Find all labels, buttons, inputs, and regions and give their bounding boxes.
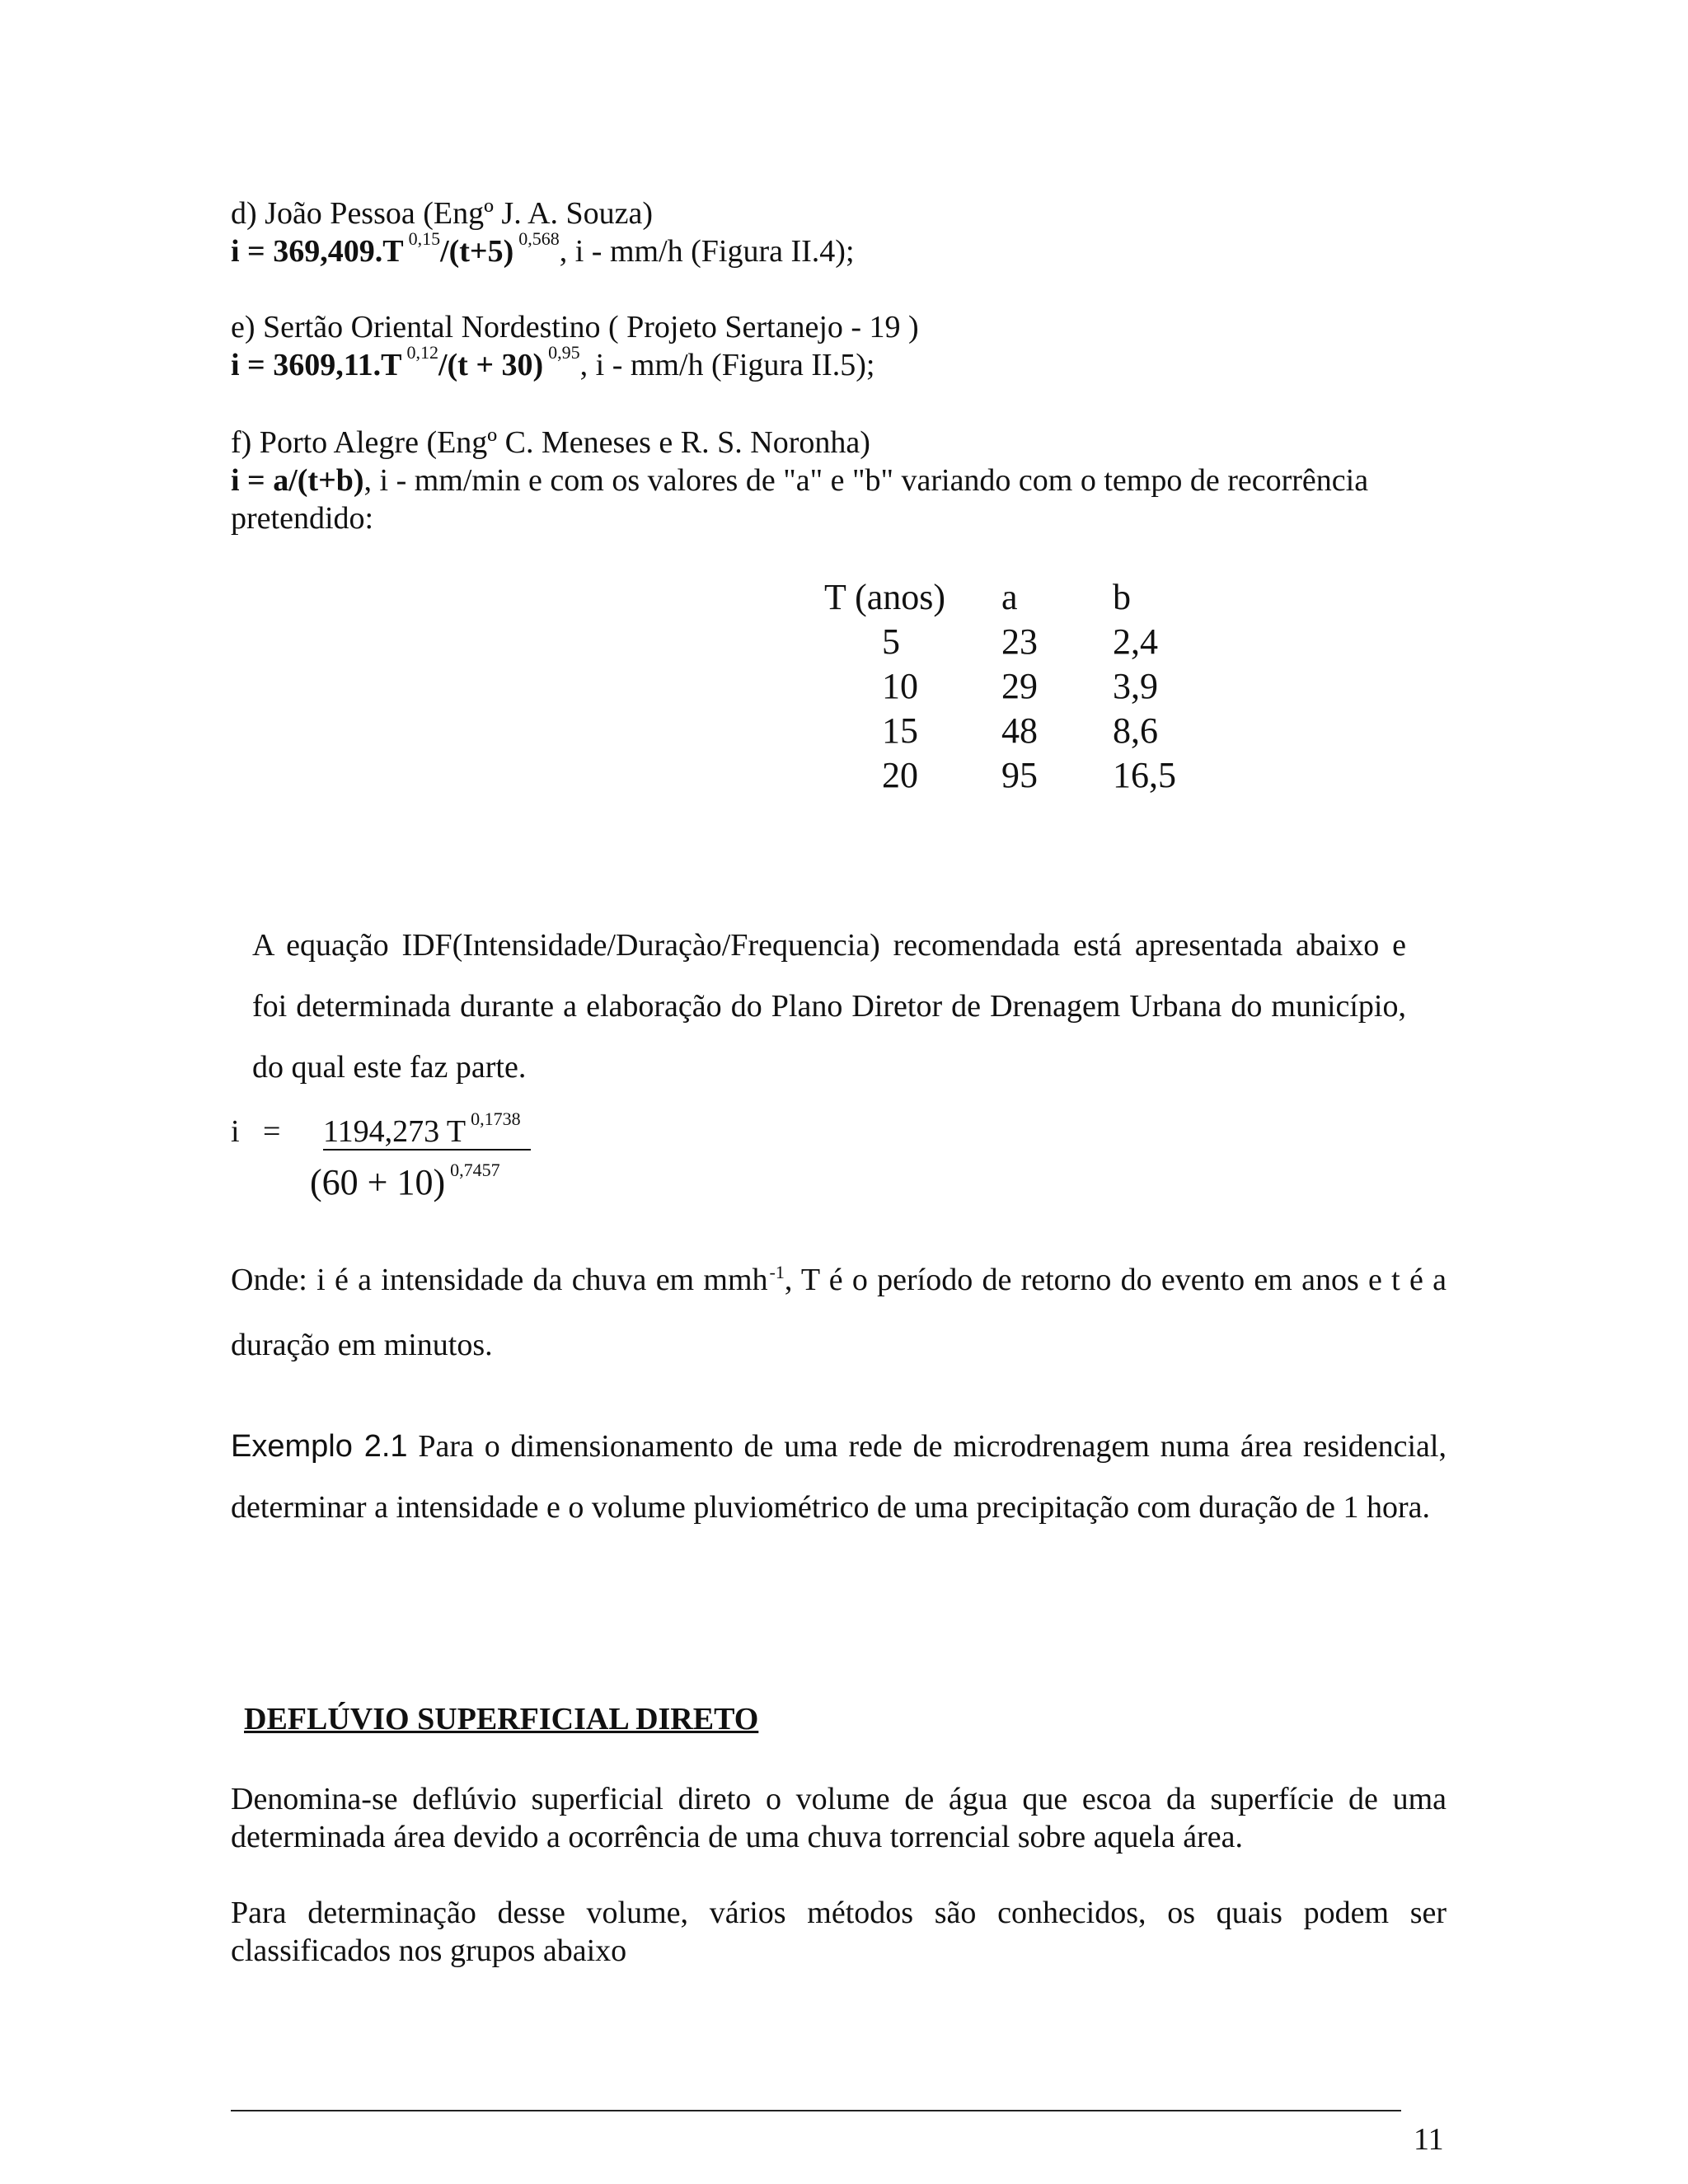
table-cell: 16,5 bbox=[1113, 755, 1176, 795]
table-cell: 48 bbox=[1001, 710, 1038, 751]
formula-exponent: 0,95 bbox=[548, 342, 580, 363]
formula-main: i = a/(t+b) bbox=[231, 463, 364, 498]
table-cell: 5 bbox=[882, 621, 900, 662]
item-d-title: d) João Pessoa (Engº J. A. Souza) bbox=[231, 196, 654, 231]
section-paragraph: Para determinação desse volume, vários métodos são conhecidos, os quais podem ser classificados nos grupos abaixo bbox=[231, 1896, 1447, 1968]
item-f-formula-cont: pretendido: bbox=[231, 501, 374, 536]
item-d-formula bbox=[231, 228, 855, 274]
item-f-formula bbox=[231, 462, 1368, 499]
item-e-title: e) Sertão Oriental Nordestino ( Projeto Sertanejo - 19 ) bbox=[231, 310, 919, 344]
formula-description: , i - mm/min e com os valores de "a" e "b" variando com o tempo de recorrência bbox=[363, 463, 1369, 498]
section-paragraph: Denomina-se deflúvio superficial direto o volume de água que escoa da superfície de uma determinada área devido a ocorrência de uma chuva torrencial sobre aquela área. bbox=[231, 1782, 1447, 1854]
table-header: T (anos) bbox=[824, 577, 946, 617]
formula-exponent: 0,568 bbox=[518, 228, 560, 249]
onde-text: Onde: i é a intensidade da chuva em mmh bbox=[231, 1263, 768, 1297]
item-e-formula bbox=[231, 342, 875, 388]
onde-text: , T é o período de retorno do evento em anos e t é a duração em minutos. bbox=[231, 1263, 1447, 1362]
formula-main: i = 369,409.T bbox=[231, 234, 404, 269]
denominator-exponent: 0,7457 bbox=[450, 1160, 500, 1180]
table-cell: 10 bbox=[882, 666, 918, 706]
fraction-bar bbox=[323, 1149, 531, 1151]
table-cell: 20 bbox=[882, 755, 918, 795]
formula-divisor: /(t+5) bbox=[440, 234, 514, 269]
formula-units: , i - mm/h (Figura II.5); bbox=[579, 348, 875, 382]
table-row bbox=[824, 709, 1212, 753]
equation-denominator bbox=[310, 1160, 500, 1211]
table-cell: 15 bbox=[882, 710, 918, 751]
table-cell: 8,6 bbox=[1113, 710, 1158, 751]
formula-exponent: 0,12 bbox=[406, 342, 438, 363]
table-cell: 23 bbox=[1001, 621, 1038, 662]
formula-divisor: /(t + 30) bbox=[438, 348, 544, 382]
table-cell: 29 bbox=[1001, 666, 1038, 706]
example-text: Para o dimensionamento de uma rede de microdrenagem numa área residencial, determinar a intensidade e o volume pluviométrico de uma precipitação com duração de 1 hora. bbox=[231, 1429, 1447, 1525]
section-heading: DEFLÚVIO SUPERFICIAL DIRETO bbox=[244, 1702, 759, 1736]
table-header-row bbox=[824, 575, 1212, 620]
table-row bbox=[824, 753, 1212, 798]
page-number: 11 bbox=[1414, 2122, 1444, 2157]
porto-alegre-table bbox=[824, 575, 1212, 798]
item-f-title: f) Porto Alegre (Engº C. Meneses e R. S. Noronha) bbox=[231, 425, 870, 460]
table-cell: 95 bbox=[1001, 755, 1038, 795]
numerator-exponent: 0,1738 bbox=[471, 1108, 521, 1129]
formula-exponent: 0,15 bbox=[408, 228, 441, 249]
formula-main: i = 3609,11.T bbox=[231, 348, 402, 382]
idf-paragraph: A equação IDF(Intensidade/Duraçào/Frequencia) recomendada está apresentada abaixo e foi determinada durante a elaboração do Plano Diretor de Drenagem Urbana do município, do qual este faz parte. bbox=[252, 928, 1406, 1085]
numerator-text: 1194,273 T bbox=[323, 1114, 467, 1149]
example-paragraph bbox=[231, 1416, 1447, 1538]
equation-lhs: i = bbox=[231, 1114, 281, 1149]
formula-units: , i - mm/h (Figura II.4); bbox=[559, 234, 855, 269]
denominator-text: (60 + 10) bbox=[310, 1162, 446, 1202]
table-header: b bbox=[1113, 577, 1131, 617]
onde-exponent: -1 bbox=[769, 1262, 785, 1282]
table-cell: 3,9 bbox=[1113, 666, 1158, 706]
table-row bbox=[824, 620, 1212, 664]
example-label: Exemplo 2.1 bbox=[231, 1429, 408, 1464]
table-cell: 2,4 bbox=[1113, 621, 1158, 662]
onde-paragraph bbox=[231, 1249, 1447, 1376]
table-header: a bbox=[1001, 577, 1018, 617]
table-row bbox=[824, 664, 1212, 709]
footer-rule bbox=[231, 2110, 1401, 2111]
